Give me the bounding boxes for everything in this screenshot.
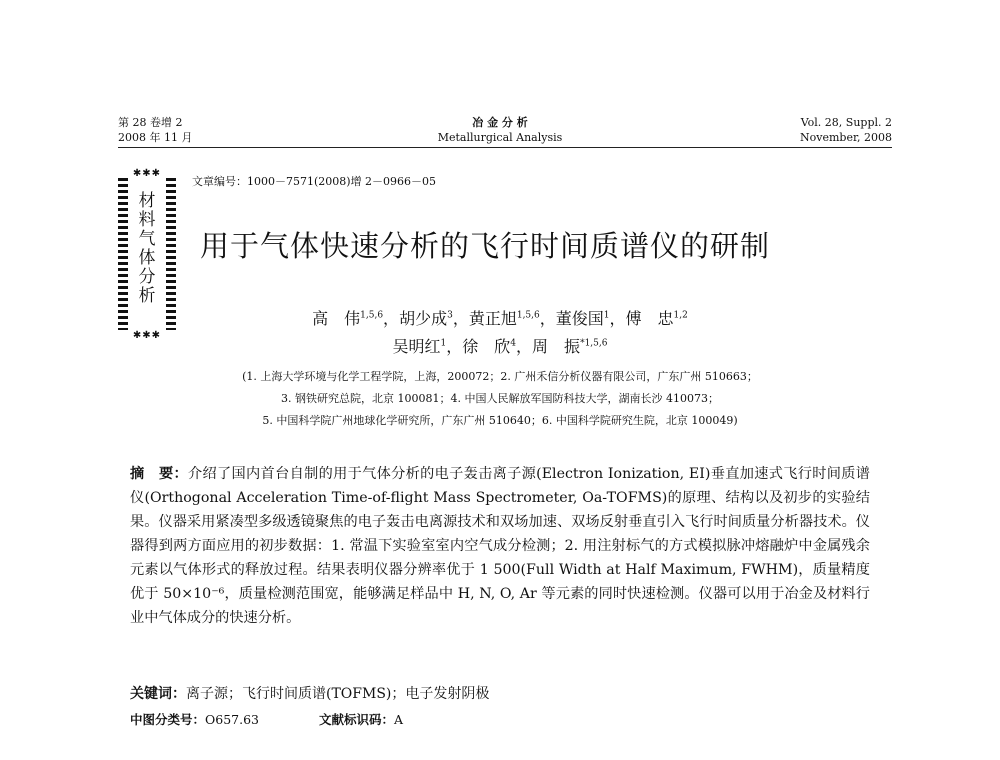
column-tag-char: 料 <box>138 210 156 230</box>
column-tag-char: 析 <box>138 286 156 306</box>
header-rule <box>118 147 892 148</box>
keywords <box>130 683 489 703</box>
column-tag-top-ornament: ✱✱✱ <box>132 168 162 179</box>
author: 吴明红$^1$ <box>392 337 447 356</box>
article-number: 文章编号：1000－7571(2008)增 2－0966－05 <box>192 175 437 188</box>
author: 徐 欣$^4$ <box>462 337 517 356</box>
clc-label: 中图分类号： <box>130 712 206 727</box>
date-cn: 2008 年 11 月 <box>118 131 193 144</box>
authors-line-1: 高 伟$^{1,5,6}$，胡少成$^3$，黄正旭$^{1,5,6}$，董俊国$^1$，傅 忠$^{1,2}$ <box>312 309 688 328</box>
paper-title: 用于气体快速分析的飞行时间质谱仪的研制 <box>200 229 771 263</box>
column-tag-bottom-ornament: ✱✱✱ <box>132 330 162 341</box>
abstract-label: 摘 要： <box>130 466 189 482</box>
column-tag-char: 材 <box>138 191 156 211</box>
author: 高 伟$^{1,5,6}$ <box>312 309 384 328</box>
clc-value: O657.63 <box>205 712 260 727</box>
column-tag-char: 体 <box>138 248 156 268</box>
column-tag-char: 气 <box>138 229 156 249</box>
doc-code-label: 文献标识码： <box>319 712 395 727</box>
volume-cn: 第 28 卷增 2 <box>118 116 183 129</box>
doc-code-value: A <box>394 712 404 727</box>
author: 胡少成$^3$ <box>399 309 453 328</box>
date-en: November, 2008 <box>800 131 892 144</box>
affiliation-line: (1. 上海大学环境与化学工程学院，上海，200072；2. 广州禾信分析仪器有限公司，广东广州 510663； <box>242 370 758 383</box>
column-tag-text <box>134 192 160 306</box>
journal-name-en: Metallurgical Analysis <box>437 131 563 144</box>
classification <box>130 710 403 728</box>
keywords-label: 关键词： <box>130 686 186 702</box>
affiliation-line: 3. 钢铁研究总院，北京 100081；4. 中国人民解放军国防科技大学，湖南长沙 410073； <box>281 392 719 405</box>
author: 傅 忠$^{1,2}$ <box>625 309 688 328</box>
authors-line-2: 吴明红$^1$，徐 欣$^4$，周 振$^{*1,5,6}$ <box>392 337 608 356</box>
affiliation-line: 5. 中国科学院广州地球化学研究所，广东广州 510640；6. 中国科学院研究生院，北京 100049) <box>262 414 738 427</box>
abstract <box>130 462 870 630</box>
journal-name-cn: 冶 金 分 析 <box>472 116 528 129</box>
author: 周 振$^{*1,5,6}$ <box>532 337 608 356</box>
keywords-text: 离子源；飞行时间质谱(TOFMS)；电子发射阴极 <box>186 686 490 702</box>
author: 董俊国$^1$ <box>555 309 610 328</box>
author: 黄正旭$^{1,5,6}$ <box>468 309 540 328</box>
volume-en: Vol. 28, Suppl. 2 <box>800 116 892 129</box>
issue-info-en <box>800 115 892 145</box>
column-tag-char: 分 <box>138 267 156 287</box>
abstract-text: 介绍了国内首台自制的用于气体分析的电子轰击离子源(Electron Ionization, EI)垂直加速式飞行时间质谱仪(Orthogonal Acceleration Time-of-flight Mass Spectrometer, Oa-TOFMS)的原理、结构以及初步的实验结果。仪器采用紧凑型多级透镜聚焦的电子轰击电离源技术和双场加速、双场反射垂直引入飞行时间质量分析器技术。仪器得到两方面应用的初步数据：1. 常温下实验室室内空气成分检测；2. 用注射标气的方式模拟脉冲熔融炉中金属残余元素以气体形式的释放过程。结果表明仪器分辨率优于 1 500(Full Width at Half Maximum, FWHM)，质量精度优于 50×10⁻⁶，质量检测范围宽，能够满足样品中 H, N, O, Ar 等元素的同时快速检测。仪器可以用于冶金及材料行业中气体成分的快速分析。 <box>130 466 870 626</box>
